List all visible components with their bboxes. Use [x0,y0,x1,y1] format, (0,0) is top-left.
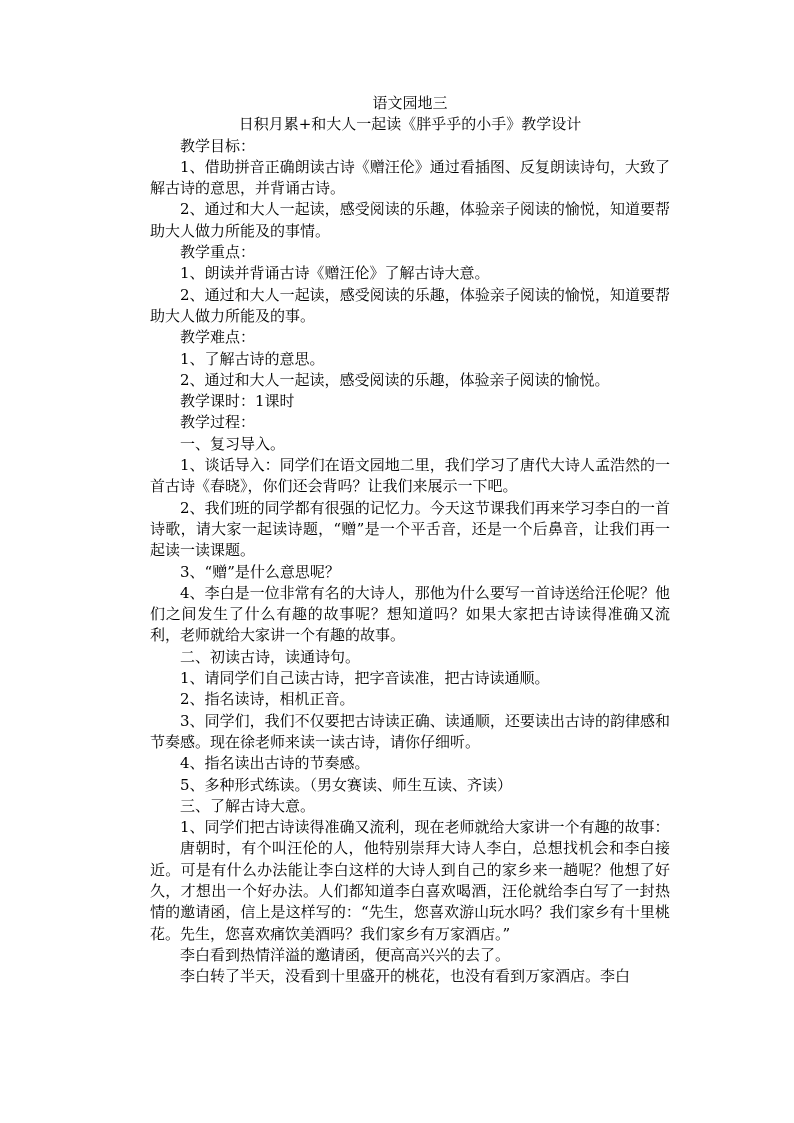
paragraph: 3、“赠”是什么意思呢？ [180,562,340,581]
paragraph: 4、指名读出古诗的节奏感。 [180,754,370,773]
paragraph: 唐朝时，有个叫汪伦的人，他特别崇拜大诗人李白，总想找机会和李白接近。可是有什么办法能让李白这样的大诗人到自己的家乡来一趟呢？他想了好久，才想出一个好办法。人们都知道李白喜欢喝酒，汪伦就给李白写了一封热情的邀请函，信上是这样写的：“先生，您喜欢游山玩水吗？我们家乡有十里桃花。先生，您喜欢痛饮美酒吗？我们家乡有万家酒店。” [150,839,670,943]
paragraph: 1、了解古诗的意思。 [180,349,325,368]
document-body [150,136,670,988]
paragraph: 2、通过和大人一起读，感受阅读的乐趣，体验亲子阅读的愉悦，知道要帮助大人做力所能及的事情。 [150,200,670,240]
paragraph: 5、多种形式练读。（男女赛读、师生互读、齐读） [180,775,513,794]
paragraph: 1、请同学们自己读古诗，把字音读准，把古诗读通顺。 [180,669,550,688]
document-subtitle: 日积月累+和大人一起读《胖乎乎的小手》教学设计 [238,115,582,134]
paragraph: 2、通过和大人一起读，感受阅读的乐趣，体验亲子阅读的愉悦，知道要帮助大人做力所能及的事。 [150,285,670,325]
document-title: 语文园地三 [372,94,448,112]
paragraph: 教学难点： [180,328,256,347]
paragraph: 2、通过和大人一起读，感受阅读的乐趣，体验亲子阅读的愉悦。 [180,370,610,389]
document-page [150,93,670,987]
paragraph: 1、谈话导入：同学们在语文园地二里，我们学习了唐代大诗人孟浩然的一首古诗《春晓》，你们还会背吗？让我们来展示一下吧。 [150,456,670,496]
paragraph: 教学目标： [180,136,256,155]
paragraph: 二、初读古诗，读通诗句。 [180,647,361,666]
paragraph: 4、李白是一位非常有名的大诗人，那他为什么要写一首诗送给汪伦呢？他们之间发生了什么有趣的故事呢？想知道吗？如果大家把古诗读得准确又流利，老师就给大家讲一个有趣的故事。 [150,583,670,645]
paragraph: 三、了解古诗大意。 [180,796,316,815]
paragraph: 1、朗读并背诵古诗《赠汪伦》了解古诗大意。 [180,264,490,283]
paragraph: 教学课时：1课时 [180,392,295,411]
paragraph: 李白看到热情洋溢的邀请函，便高高兴兴的去了。 [180,945,511,964]
paragraph: 2、我们班的同学都有很强的记忆力。今天这节课我们再来学习李白的一首诗歌，请大家一起读诗题，“赠”是一个平舌音，还是一个后鼻音，让我们再一起读一读课题。 [150,498,670,560]
paragraph: 教学过程： [180,413,256,432]
paragraph: 3、同学们，我们不仅要把古诗读正确、读通顺，还要读出古诗的韵律感和节奏感。现在徐老师来读一读古诗，请你仔细听。 [150,711,670,751]
paragraph: 一、复习导入。 [180,434,286,453]
paragraph: 教学重点： [180,243,256,262]
paragraph: 1、同学们把古诗读得准确又流利，现在老师就给大家讲一个有趣的故事： [180,818,670,837]
paragraph: 2、指名读诗，相机正音。 [180,690,355,709]
paragraph: 1、借助拼音正确朗读古诗《赠汪伦》通过看插图、反复朗读诗句，大致了解古诗的意思，并背诵古诗。 [150,157,670,198]
paragraph: 李白转了半天，没看到十里盛开的桃花，也没有看到万家酒店。李白 [180,967,631,986]
